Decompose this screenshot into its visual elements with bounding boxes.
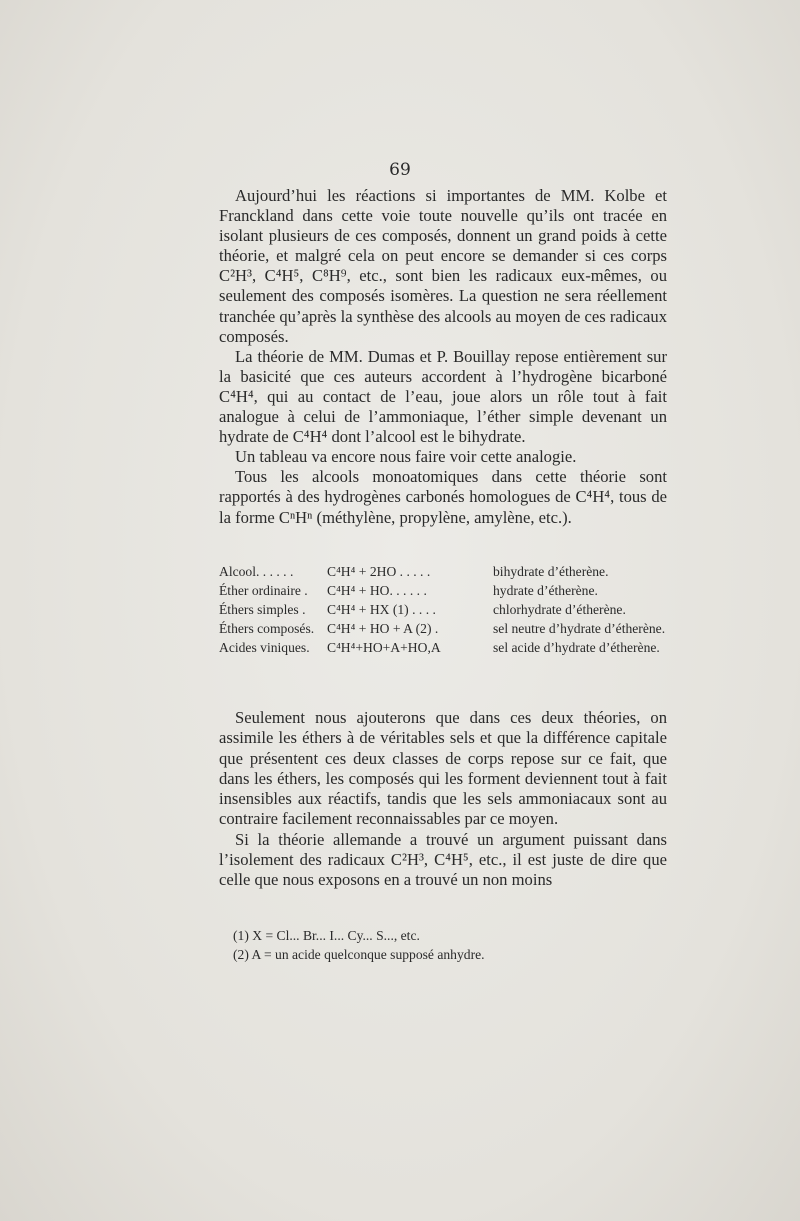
row-name: Acides viniques.	[219, 640, 310, 655]
table-row	[219, 619, 667, 638]
table-row	[219, 600, 667, 619]
row-name: Alcool. . . . . .	[219, 564, 294, 579]
row-description: hydrate d’étherène.	[493, 583, 598, 598]
row-formula: C⁴H⁴ + HX (1) . . . .	[327, 602, 436, 617]
paragraph-4: Tous les alcools monoatomiques dans cette théorie sont rapportés à des hydrogènes carbonés homologues de C⁴H⁴, tous de la forme CⁿHⁿ (méthylène, propylène, amylène, etc.).	[219, 467, 667, 527]
paragraph-3: Un tableau va encore nous faire voir cette analogie.	[235, 447, 577, 467]
footnotes	[233, 926, 653, 964]
row-formula: C⁴H⁴ + HO + A (2) .	[327, 621, 439, 636]
footnote-1: (1) X = Cl... Br... I... Cy... S..., etc.	[233, 928, 420, 943]
page-number: 69	[389, 160, 411, 180]
row-description: sel acide d’hydrate d’étherène.	[493, 640, 660, 655]
row-name: Éther ordinaire .	[219, 583, 308, 598]
paragraph-5: Seulement nous ajouterons que dans ces deux théories, on assimile les éthers à de véritables sels et que la différence capitale que présentent ces deux classes de corps repose sur ce fait, que dans les éthers, les composés qui les forment deviennent tout à fait insensibles aux réactifs, tandis que les sels ammoniacaux sont au contraire facilement reconnaissables par ce moyen.	[219, 708, 667, 829]
row-formula: C⁴H⁴ + HO. . . . . .	[327, 583, 427, 598]
paragraph-2: La théorie de MM. Dumas et P. Bouillay repose entièrement sur la basicité que ces auteurs accordent à l’hydrogène bicarboné C⁴H⁴, qui au contact de l’eau, joue alors un rôle tout à fait analogue à celui de l’ammoniaque, l’éther simple devenant un hydrate de C⁴H⁴ dont l’alcool est le bihydrate.	[219, 346, 667, 447]
table-row	[219, 638, 667, 657]
body-text	[219, 186, 667, 528]
row-description: chlorhydrate d’étherène.	[493, 602, 626, 617]
table-row	[219, 562, 667, 581]
row-description: sel neutre d’hydrate d’étherène.	[493, 621, 666, 636]
body-text-continued	[219, 708, 667, 891]
paragraph-1: Aujourd’hui les réactions si importantes de MM. Kolbe et Franckland dans cette voie toute nouvelle qu’ils ont tracée en isolant plusieurs de ces composés, donnent un grand poids à cette théorie, et malgré cela on peut encore se demander si ces corps C²H³, C⁴H⁵, C⁸H⁹, etc., sont bien les radicaux eux-mêmes, ou seulement des composés isomères. La question ne sera réellement tranchée qu’après la synthèse des alcools au moyen de ces radicaux composés.	[219, 186, 667, 346]
paragraph-6: Si la théorie allemande a trouvé un argument puissant dans l’isolement des radicaux C²H³, C⁴H⁵, etc., il est juste de dire que celle que nous exposons en a trouvé un non moins	[219, 829, 667, 890]
row-formula: C⁴H⁴ + 2HO . . . . .	[327, 564, 431, 579]
row-name: Éthers simples .	[219, 602, 306, 617]
analogy-table	[219, 562, 667, 657]
table-row	[219, 581, 667, 600]
footnote-2: (2) A = un acide quelconque supposé anhydre.	[233, 947, 485, 962]
row-name: Éthers composés.	[219, 621, 315, 636]
row-formula: C⁴H⁴+HO+A+HO,A	[327, 640, 441, 655]
row-description: bihydrate d’étherène.	[493, 564, 609, 579]
